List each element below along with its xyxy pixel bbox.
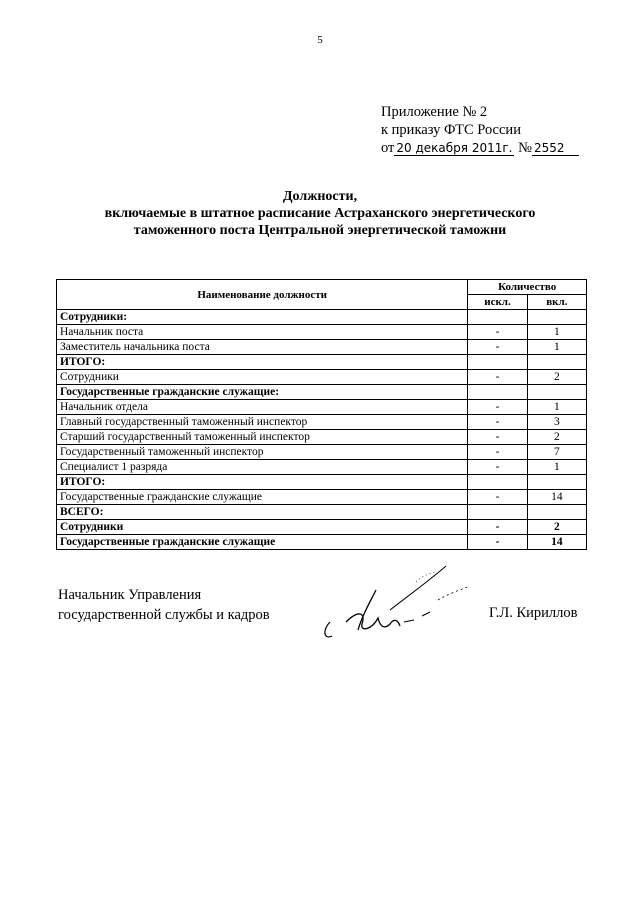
table-row <box>57 355 587 370</box>
header-position-name: Наименование должности <box>57 280 468 310</box>
handwritten-signature <box>318 560 478 645</box>
signatory-position-line-1: Начальник Управления <box>58 587 202 603</box>
position-name-cell: Государственные гражданские служащие <box>57 535 468 550</box>
included-count-cell <box>527 385 586 400</box>
included-count-cell: 2 <box>527 430 586 445</box>
table-row <box>57 535 587 550</box>
excluded-count-cell: - <box>468 490 527 505</box>
excluded-count-cell: - <box>468 445 527 460</box>
header-excluded: искл. <box>468 295 527 310</box>
title-line-2: включаемые в штатное расписание Астраханского энергетического <box>104 206 536 221</box>
table-row <box>57 430 587 445</box>
title-line-1: Должности, <box>282 189 358 204</box>
appendix-line-3 <box>381 139 579 157</box>
signatory-position <box>58 585 270 625</box>
table-row <box>57 520 587 535</box>
excluded-count-cell: - <box>468 430 527 445</box>
position-name-cell: Государственные гражданские служащие: <box>57 385 468 400</box>
table-row <box>57 445 587 460</box>
table-row <box>57 505 587 520</box>
excluded-count-cell <box>468 505 527 520</box>
position-name-cell: Государственные гражданские служащие <box>57 490 468 505</box>
excluded-count-cell <box>468 475 527 490</box>
position-name-cell: ВСЕГО: <box>57 505 468 520</box>
appendix-number-prefix: № <box>518 140 532 156</box>
positions-table <box>56 279 587 550</box>
page-number: 5 <box>317 34 323 46</box>
included-count-cell: 1 <box>527 400 586 415</box>
appendix-block <box>381 103 579 157</box>
table-row <box>57 325 587 340</box>
excluded-count-cell <box>468 355 527 370</box>
table-row <box>57 460 587 475</box>
position-name-cell: Главный государственный таможенный инспектор <box>57 415 468 430</box>
excluded-count-cell: - <box>468 370 527 385</box>
included-count-cell <box>527 505 586 520</box>
excluded-count-cell: - <box>468 415 527 430</box>
table-row <box>57 415 587 430</box>
included-count-cell <box>527 475 586 490</box>
appendix-line-2: к приказу ФТС России <box>381 122 521 138</box>
position-name-cell: ИТОГО: <box>57 355 468 370</box>
excluded-count-cell: - <box>468 460 527 475</box>
position-name-cell: Специалист 1 разряда <box>57 460 468 475</box>
position-name-cell: Государственный таможенный инспектор <box>57 445 468 460</box>
included-count-cell: 14 <box>527 490 586 505</box>
appendix-date: 20 декабря 2011г. <box>396 141 513 155</box>
table-row <box>57 475 587 490</box>
included-count-cell <box>527 310 586 325</box>
position-name-cell: Сотрудники: <box>57 310 468 325</box>
document-title <box>40 188 600 239</box>
header-quantity: Количество <box>468 280 587 295</box>
included-count-cell: 1 <box>527 325 586 340</box>
signatory-position-line-2: государственной службы и кадров <box>58 607 270 623</box>
table-row <box>57 490 587 505</box>
included-count-cell: 7 <box>527 445 586 460</box>
position-name-cell: Старший государственный таможенный инспектор <box>57 430 468 445</box>
appendix-line-1: Приложение № 2 <box>381 104 488 120</box>
included-count-cell: 2 <box>527 370 586 385</box>
title-line-3: таможенного поста Центральной энергетической таможни <box>133 223 507 238</box>
excluded-count-cell: - <box>468 325 527 340</box>
included-count-cell: 3 <box>527 415 586 430</box>
excluded-count-cell <box>468 310 527 325</box>
table-row <box>57 370 587 385</box>
appendix-date-prefix: от <box>381 140 395 156</box>
table-row <box>57 310 587 325</box>
excluded-count-cell: - <box>468 520 527 535</box>
excluded-count-cell: - <box>468 400 527 415</box>
included-count-cell: 1 <box>527 460 586 475</box>
excluded-count-cell <box>468 385 527 400</box>
included-count-cell: 2 <box>527 520 586 535</box>
table-row <box>57 385 587 400</box>
excluded-count-cell: - <box>468 340 527 355</box>
included-count-cell <box>527 355 586 370</box>
position-name-cell: Сотрудники <box>57 370 468 385</box>
included-count-cell: 1 <box>527 340 586 355</box>
table-row <box>57 340 587 355</box>
table-body <box>57 310 587 550</box>
position-name-cell: ИТОГО: <box>57 475 468 490</box>
position-name-cell: Заместитель начальника поста <box>57 340 468 355</box>
signatory-name: Г.Л. Кириллов <box>489 605 578 621</box>
included-count-cell: 14 <box>527 535 586 550</box>
position-name-cell: Сотрудники <box>57 520 468 535</box>
header-included: вкл. <box>527 295 586 310</box>
excluded-count-cell: - <box>468 535 527 550</box>
table-row <box>57 400 587 415</box>
position-name-cell: Начальник поста <box>57 325 468 340</box>
appendix-number: 2552 <box>532 141 579 156</box>
position-name-cell: Начальник отдела <box>57 400 468 415</box>
